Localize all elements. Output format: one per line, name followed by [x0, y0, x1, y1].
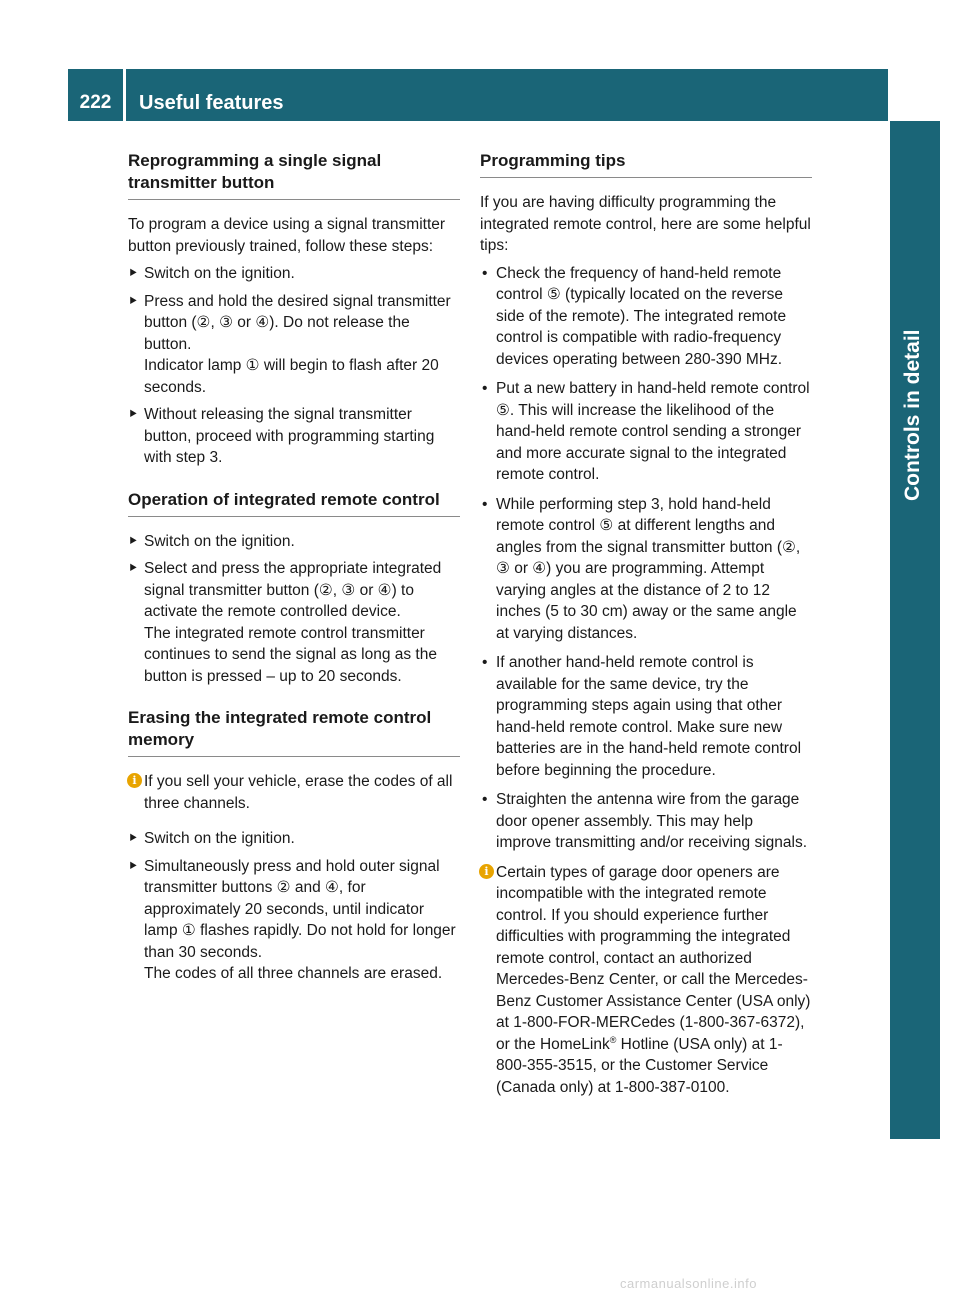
tip-item: • While performing step 3, hold hand-held remote control ⑤ at different lengths and angles from the signal transmitter button (②, ③ or ④) you are programming. Attempt varying angles at the distance of 2 to 12 inches (5 to 30 cm) away or the same angle at varying distances.: [482, 495, 801, 642]
operation-step-2: ⯈ Select and press the appropriate integrated signal transmitter button (②, ③ or ④) to activate the remote controlled device. The integrated remote control transmitter continues to send the signal as long as the button is pressed – up to 20 seconds.: [128, 560, 442, 685]
operation-step-1: ⯈ Switch on the ignition.: [128, 531, 460, 553]
heading-erasing: Erasing the integrated remote control memory: [128, 707, 460, 757]
bullet-icon: •: [482, 791, 488, 808]
contact-info: i Certain types of garage door openers are incompatible with the integrated remote control. If you should experience further difficulties with programming the integrated remote control, contact an authorized Mercedes-Benz Center, or call the Mercedes-Benz Customer Assistance Center (USA only) at 1-800-FOR-MERCedes (1-800-367-6372), or the HomeLink® Hotline (USA only) at 1-800-355-3515, or the Customer Service (Canada only) at 1-800-387-0100.: [480, 862, 812, 1099]
erasing-step-2-note: The codes of all three channels are erased.: [144, 965, 443, 982]
erasing-step-2: ⯈ Simultaneously press and hold outer signal transmitter buttons ② and ④, for approximately 20 seconds, until indicator lamp ① flashes rapidly. Do not hold for longer than 30 seconds. The codes of all three channels are erased.: [128, 857, 456, 982]
step-arrow-icon: ⯈: [128, 266, 138, 280]
heading-tips: Programming tips: [480, 150, 812, 178]
bullet-icon: •: [482, 264, 488, 282]
side-tab-label: Controls in detail: [901, 329, 924, 501]
erasing-info: i If you sell your vehicle, erase the codes of all three channels.: [128, 771, 460, 814]
heading-reprogramming: Reprogramming a single signal transmitter button: [128, 150, 460, 200]
side-tab-label-wrap: [890, 125, 940, 525]
erasing-step-1: ⯈ Switch on the ignition.: [128, 828, 460, 850]
side-tab-notch: [890, 69, 940, 121]
reprogramming-step-3: ⯈ Without releasing the signal transmitter button, proceed with programming starting with step 3.: [128, 406, 435, 466]
bullet-icon: •: [482, 380, 488, 397]
tip-item: • If another hand-held remote control is available for the same device, try the programming steps again using that other hand-held remote control. Make sure new batteries are in the hand-held remote control before beginning the procedure.: [482, 654, 802, 779]
reprogramming-step-2-note: Indicator lamp ① will begin to flash after 20 seconds.: [144, 357, 439, 396]
section-title: Useful features: [139, 92, 284, 114]
left-column: [128, 150, 460, 991]
step-arrow-icon: ⯈: [128, 293, 138, 308]
step-arrow-icon: ⯈: [128, 533, 138, 548]
heading-operation: Operation of integrated remote control: [128, 489, 460, 517]
step-arrow-icon: ⯈: [128, 858, 138, 873]
registered-mark: ®: [609, 1034, 617, 1045]
step-arrow-icon: ⯈: [128, 561, 138, 575]
step-arrow-icon: ⯈: [128, 831, 138, 845]
bullet-icon: •: [482, 495, 488, 513]
page-header: [68, 69, 888, 121]
page-number: 222: [68, 69, 126, 121]
tip-item: • Straighten the antenna wire from the garage door opener assembly. This may help improve transmitting and/or receiving signals.: [482, 791, 807, 851]
info-icon: i: [479, 864, 494, 879]
reprogramming-step-1: ⯈ Switch on the ignition.: [128, 263, 460, 285]
tip-item: • Put a new battery in hand-held remote control ⑤. This will increase the likelihood of the hand-held remote control sending a stronger and more accurate signal to the integrated remote control.: [482, 380, 810, 483]
tip-item: • Check the frequency of hand-held remote control ⑤ (typically located on the reverse side of the remote). The integrated remote control is compatible with radio-frequency devices operating between 280-390 MHz.: [482, 264, 787, 368]
right-column: [480, 150, 812, 1106]
tips-intro: If you are having difficulty programming the integrated remote control, here are some helpful tips:: [480, 194, 811, 254]
reprogramming-step-2: ⯈ Press and hold the desired signal transmitter button (②, ③ or ④). Do not release the button. Indicator lamp ① will begin to flash after 20 seconds.: [128, 292, 451, 396]
watermark: carmanualsonline.info: [620, 1276, 757, 1291]
info-icon: i: [127, 773, 142, 788]
reprogramming-intro: To program a device using a signal transmitter button previously trained, follow these steps:: [128, 216, 446, 255]
bullet-icon: •: [482, 654, 488, 671]
step-arrow-icon: ⯈: [128, 407, 138, 421]
operation-step-2-note: The integrated remote control transmitter continues to send the signal as long as the button is pressed – up to 20 seconds.: [144, 624, 437, 685]
